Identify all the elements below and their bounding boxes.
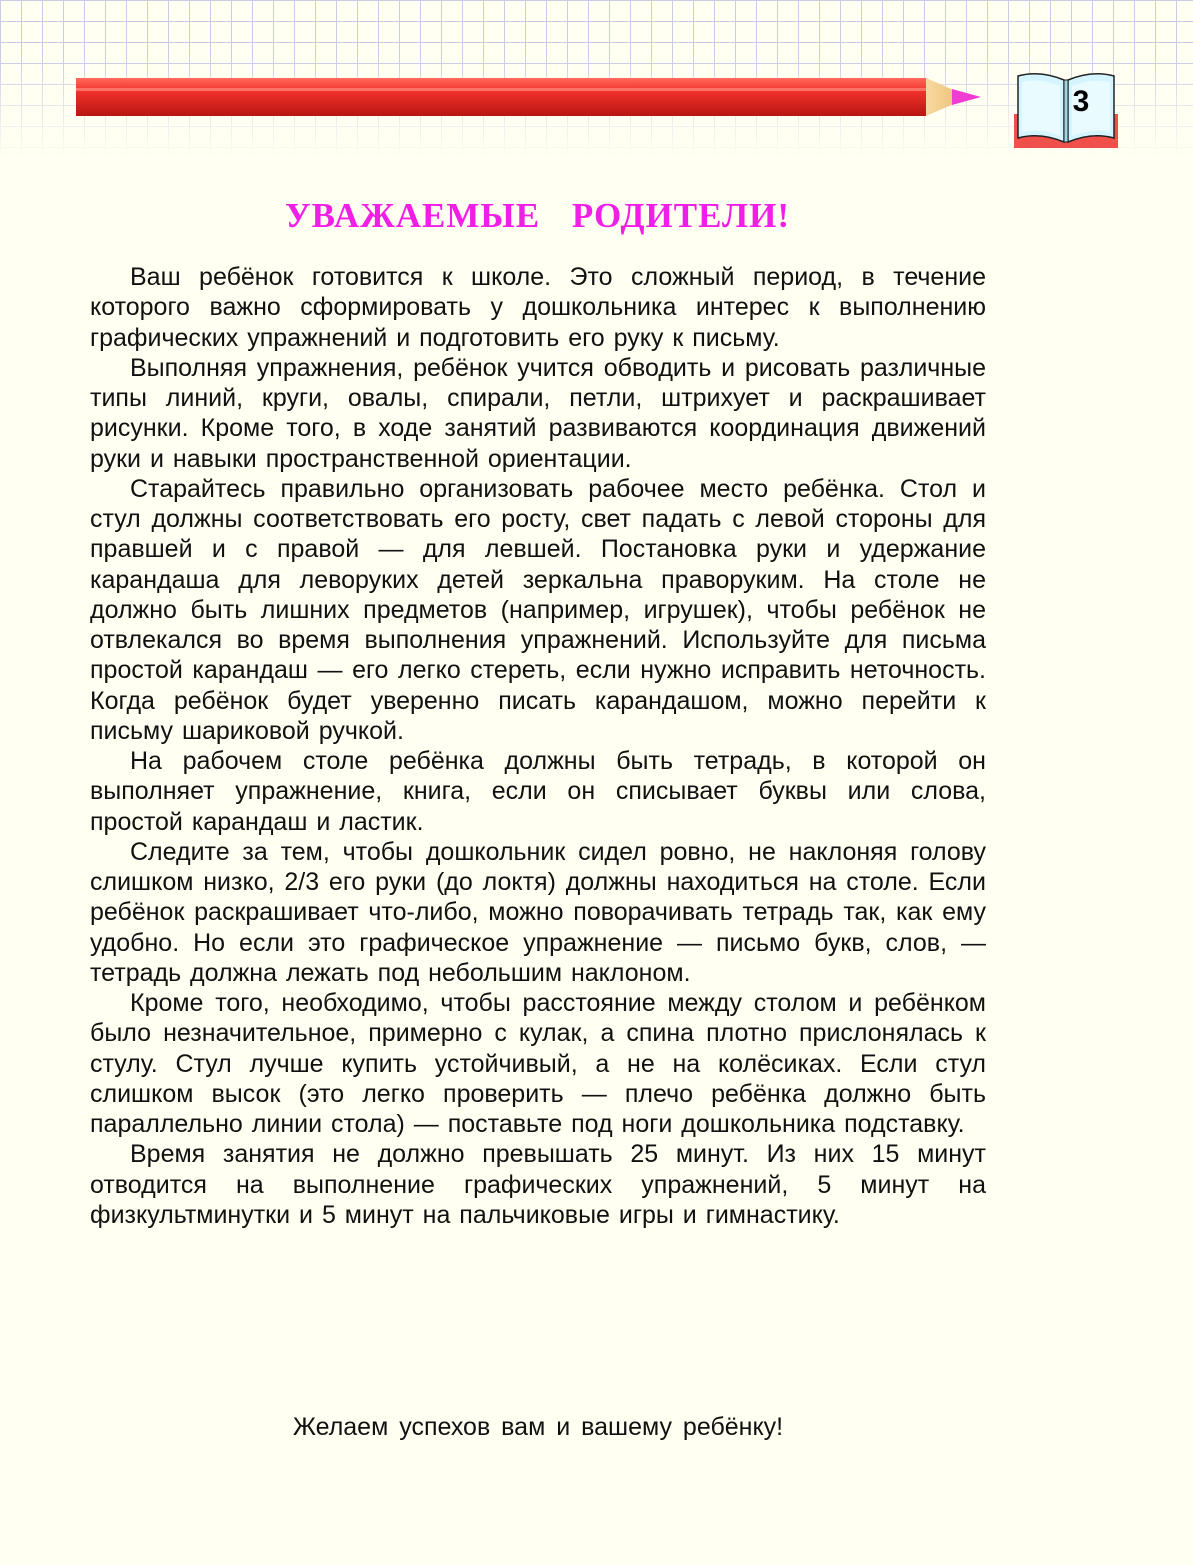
paragraph: Кроме того, необходимо, чтобы расстояние между столом и ребёнком было незначительное, примерно с кулак, а спина плотно прислонялась к стулу. Стул лучше купить устойчивый, а не на колёсиках. Если стул слишком высок (это легко проверить — плечо ребёнка должно быть параллельно линии стола) — поставьте под ноги дошкольника подставку.	[90, 989, 986, 1138]
page-title: УВАЖАЕМЫЕ РОДИТЕЛИ!	[285, 196, 790, 235]
paragraph: Ваш ребёнок готовится к школе. Это сложный период, в течение которого важно сформировать у дошкольника интерес к выполнению графических упражнений и подготовить его руку к письму.	[90, 263, 986, 352]
pencil-icon	[76, 76, 986, 118]
closing-wish: Желаем успехов вам и вашему ребёнку!	[292, 1413, 784, 1441]
paragraph: Время занятия не должно превышать 25 минут. Из них 15 минут отводится на выполнение графических упражнений, 5 минут на физкультминутки и 5 минут на пальчиковые игры и гимнастику.	[90, 1140, 986, 1229]
paragraph: Старайтесь правильно организовать рабочее место ребёнка. Стол и стул должны соответствовать его росту, свет падать с левой стороны для правшей и с правой — для левшей. Постановка руки и удержание карандаша для леворуких детей зеркальна праворуким. На столе не должно быть лишних предметов (например, игрушек), чтобы ребёнок не отвлекался во время выполнения упражнений. Используйте для письма простой карандаш — его легко стереть, если нужно исправить неточность. Когда ребёнок будет уверенно писать карандашом, можно перейти к письму шариковой ручкой.	[90, 474, 986, 745]
paragraph: Выполняя упражнения, ребёнок учится обводить и рисовать различные типы линий, круги, овалы, спирали, петли, штрихует и раскрашивает рисунки. Кроме того, в ходе занятий развиваются координация движений руки и навыки пространственной ориентации.	[90, 353, 986, 473]
page-number: 3	[1072, 85, 1090, 118]
paragraph: На рабочем столе ребёнка должны быть тетрадь, в которой он выполняет упражнение, книга, если он списывает буквы или слова, простой карандаш и ластик.	[90, 747, 986, 836]
body-text	[90, 262, 986, 1230]
paragraph: Следите за тем, чтобы дошкольник сидел ровно, не наклоняя голову слишком низко, 2/3 его руки (до локтя) должны находиться на столе. Если ребёнок раскрашивает что-либо, можно поворачивать тетрадь так, как ему удобно. Но если это графическое упражнение — письмо букв, слов, — тетрадь должна лежать под небольшим наклоном.	[90, 837, 986, 987]
